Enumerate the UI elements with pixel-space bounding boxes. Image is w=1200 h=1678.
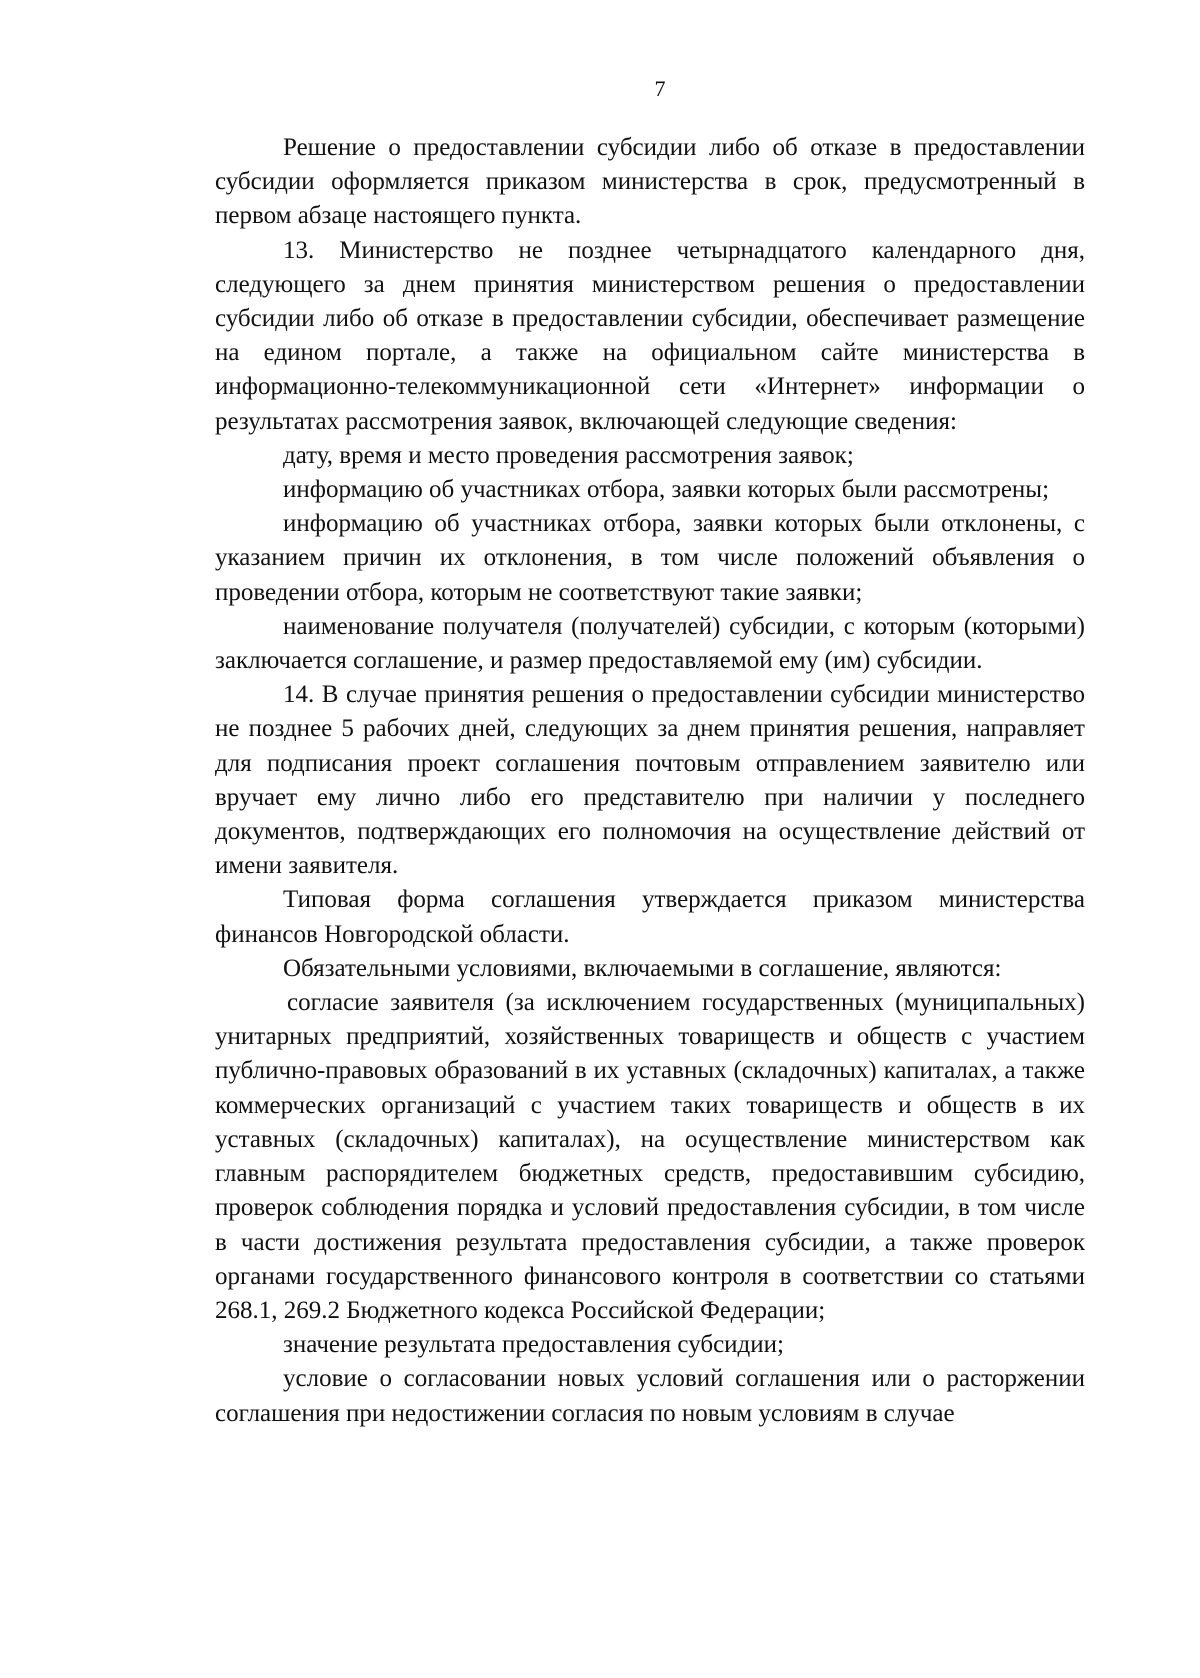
page-number: 7 xyxy=(654,76,666,101)
paragraph-mandatory-conditions: Обязательными условиями, включаемыми в соглашение, являются: xyxy=(283,954,1002,982)
paragraph-decision-format: Решение о предоставлении субсидии либо об отказе в предоставлении субсидии оформляется приказом министерства в срок, предусмотренный в первом абзаце настоящего пункта. xyxy=(215,134,1085,230)
paragraph-new-conditions: условие о согласовании новых условий соглашения или о расторжении соглашения при недостижении согласия по новым условиям в случае xyxy=(215,1365,1085,1427)
paragraph-standard-form: Типовая форма соглашения утверждается приказом министерства финансов Новгородской области. xyxy=(215,886,1085,948)
paragraph-14-agreement: 14. В случае принятия решения о предоставлении субсидии министерство не позднее 5 рабочих дней, следующих за днем принятия решения, направляет для подписания проект соглашения почтовым отправлением заявителю или вручает ему лично либо его представителю при наличии у последнего документов, подтверждающих его полномочия на осуществление действий от имени заявителя. xyxy=(215,681,1085,880)
paragraph-applicant-consent: согласие заявителя (за исключением государственных (муниципальных) унитарных предприятий, хозяйственных товариществ и обществ с участием публично-правовых образований в их уставных (складочных) капиталах, а также коммерческих организаций с участием таких товариществ и обществ в их уставных (складочных) капиталах), на осуществление министерством как главным распорядителем бюджетных средств, предоставившим субсидию, проверок соблюдения порядка и условий предоставления субсидии, в том числе в части достижения результата предоставления субсидии, а также проверок органами государственного финансового контроля в соответствии со статьями 268.1, 269.2 Бюджетного кодекса Российской Федерации; xyxy=(215,989,1085,1324)
document-body xyxy=(215,131,1085,1431)
paragraph-result-value: значение результата предоставления субсидии; xyxy=(283,1331,784,1359)
paragraph-review-date: дату, время и место проведения рассмотрения заявок; xyxy=(283,441,854,469)
paragraph-rejected-participants: информацию об участниках отбора, заявки которых были отклонены, с указанием причин их отклонения, в том числе положений объявления о проведении отбора, которым не соответствуют такие заявки; xyxy=(215,510,1085,606)
paragraph-13-publication: 13. Министерство не позднее четырнадцатого календарного дня, следующего за днем принятия министерством решения о предоставлении субсидии либо об отказе в предоставлении субсидии, обеспечивает размещение на едином портале, а также на официальном сайте министерства в информационно-телекоммуникационной сети «Интернет» информации о результатах рассмотрения заявок, включающей следующие сведения: xyxy=(215,236,1085,435)
paragraph-reviewed-participants: информацию об участниках отбора, заявки которых были рассмотрены; xyxy=(283,476,1050,504)
paragraph-recipient-name: наименование получателя (получателей) субсидии, с которым (которыми) заключается соглашение, и размер предоставляемой ему (им) субсидии. xyxy=(215,612,1085,675)
